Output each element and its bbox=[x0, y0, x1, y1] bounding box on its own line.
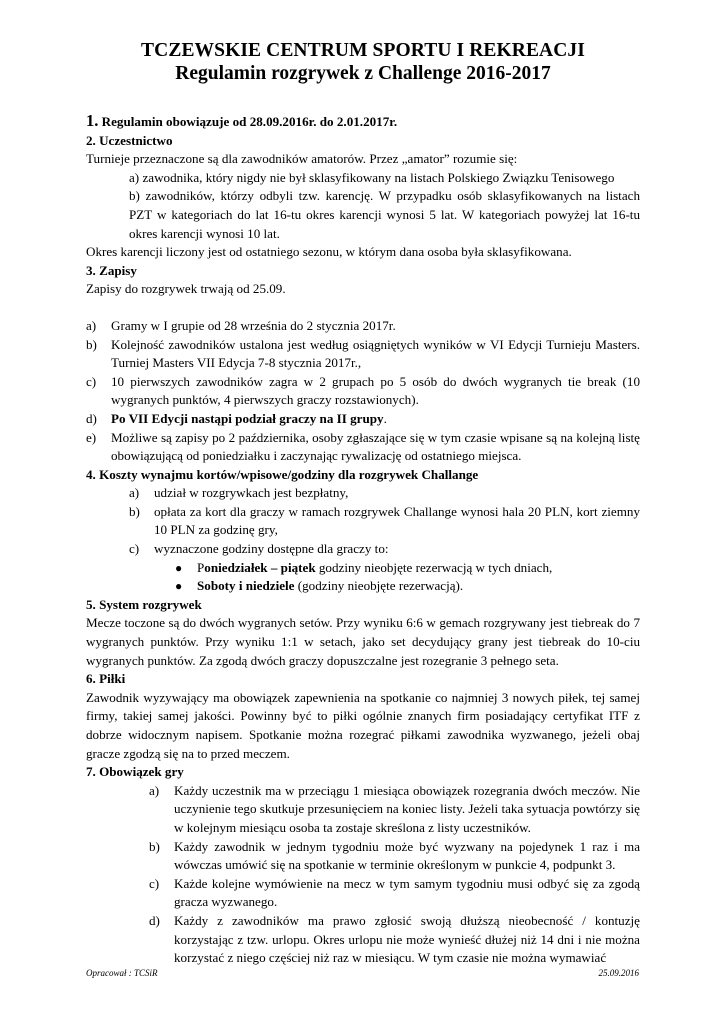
list-item bbox=[86, 336, 640, 373]
section-2-item-b: b) zawodników, którzy odbyli tzw. karencję. W przypadku osób sklasyfikowanych na listach PZT w kategoriach do lat 16-tu okres karencji wynosi 5 lat. W kategoriach powyżej lat 16-tu okres karencji wynosi 10 lat. bbox=[129, 188, 640, 241]
section-4-heading: 4. Koszty wynajmu kortów/wpisowe/godziny dla rozgrywek Challange bbox=[86, 466, 479, 482]
section-5-heading: 5. System rozgrywek bbox=[86, 596, 202, 612]
section-2-outro: Okres karencji liczony jest od ostatniego sezonu, w którym dana osoba była sklasyfikowana. bbox=[86, 244, 572, 260]
list-item-text: 10 pierwszych zawodników zagra w 2 grupach po 5 osób do dwóch wygranych tie break (10 wygranych punktów, 4 pierwszych graczy rozstawionych). bbox=[111, 373, 640, 408]
list-marker: c) bbox=[149, 875, 160, 891]
list-item-text: Po VII Edycji nastąpi podział graczy na II grupy bbox=[111, 410, 384, 426]
list-marker: b) bbox=[129, 503, 140, 519]
list-marker: d) bbox=[149, 912, 160, 928]
bullet-rest: (godziny nieobjęte rezerwacją). bbox=[294, 578, 464, 594]
section-6-text: Zawodnik wyzywający ma obowiązek zapewnienia na spotkanie co najmniej 3 nowych piłek, tej samej firmy, takiej samej jakości. Powinny być to piłki ogólnie znanych firm posiadający certyfikat ITF z dobrze widocznym napisem. Spotkanie można rozegrać piłkami zawodnika wyzwanego, jeżeli obaj gracze zgodzą się na to przed meczem. bbox=[86, 689, 640, 761]
list-item-text: udział w rozgrywkach jest bezpłatny, bbox=[154, 485, 349, 501]
list-item bbox=[86, 782, 640, 838]
list-item-text: Możliwe są zapisy po 2 października, osoby zgłaszające się w tym czasie wpisane są na kolejną listę obowiązującą od poniedziałku i zaczynając rywalizację od ostatniego miejsca. bbox=[111, 429, 640, 464]
list-item bbox=[86, 540, 640, 559]
section-1-text: Regulamin obowiązuje od 28.09.2016r. do 2.01.2017r. bbox=[101, 114, 398, 129]
list-marker: d) bbox=[86, 410, 97, 426]
list-item bbox=[86, 373, 640, 410]
section-1-number: 1. bbox=[86, 111, 99, 130]
section-7-list bbox=[86, 782, 640, 968]
list-item-text: wyznaczone godziny dostępne dla graczy to: bbox=[154, 541, 389, 557]
bullet-prefix: P bbox=[197, 559, 205, 575]
footer-date: 25.09.2016 bbox=[598, 968, 639, 978]
bullet-bold: oniedziałek – piątek bbox=[204, 559, 316, 575]
list-marker: b) bbox=[86, 336, 97, 352]
list-item-text: Każdy z zawodników ma prawo zgłosić swoją dłuższą nieobecność / kontuzję korzystając z tzw. urlopu. Okres urlopu nie może wynieść dłużej niż 14 dni i nie można korzystać z niego częściej niż raz w miesiącu. W tym czasie nie można wymawiać bbox=[174, 912, 640, 966]
bullet-rest: godziny nieobjęte rezerwacją w tych dniach, bbox=[315, 559, 553, 575]
list-marker: c) bbox=[129, 541, 140, 557]
list-item-text: Każdy uczestnik ma w przeciągu 1 miesiąca obowiązek rozegrania dwóch meczów. Nie uczynienie tego skutkuje przesunięciem na koniec listy. Jeżeli taka sytuacja powtórzy się w kolejnym miesiącu osoba ta zostaje skreślona z listy uczestników. bbox=[174, 782, 640, 835]
bullet-item bbox=[86, 577, 640, 596]
section-5-text: Mecze toczone są do dwóch wygranych setów. Przy wyniku 6:6 w gemach rozgrywany jest tiebreak do 7 wygranych punktów. Przy wyniku 1:1 w setach, jako set decydujący grany jest tiebreak do 10-ciu wygranych punktów. Za zgodą dwóch graczy dopuszczalne jest rozegranie 3 pełnego seta. bbox=[86, 615, 640, 668]
bullet-bold: Soboty i niedziele bbox=[197, 578, 295, 594]
list-item bbox=[86, 838, 640, 875]
list-item bbox=[86, 912, 640, 968]
list-marker: c) bbox=[86, 373, 97, 389]
footer-author: Opracował : TCSiR bbox=[86, 968, 158, 978]
spacer bbox=[86, 299, 640, 317]
bullet-icon: ● bbox=[175, 560, 183, 575]
list-item-text: Każde kolejne wymówienie na mecz w tym samym tygodniu musi odbyć się za zgodą gracza wyzwanego. bbox=[174, 875, 640, 910]
list-marker: a) bbox=[149, 782, 160, 798]
bullet-item bbox=[86, 559, 640, 578]
list-item-suffix: . bbox=[383, 410, 387, 426]
section-1 bbox=[86, 112, 640, 132]
document-title: TCZEWSKIE CENTRUM SPORTU I REKREACJI bbox=[141, 40, 585, 61]
list-marker: a) bbox=[129, 485, 140, 501]
list-item-text: Gramy w I grupie od 28 września do 2 stycznia 2017r. bbox=[111, 317, 396, 333]
list-item-text: opłata za kort dla graczy w ramach rozgrywek Challange wynosi hala 20 PLN, kort ziemny 10 PLN za godzinę gry, bbox=[154, 503, 640, 538]
list-item-text: Każdy zawodnik w jednym tygodniu może być wyzwany na pojedynek 1 raz i ma wówczas umówić się na spotkanie w terminie określonym w punkcie 4, podpunkt 3. bbox=[174, 838, 640, 873]
list-item bbox=[86, 875, 640, 912]
section-4-list bbox=[86, 484, 640, 558]
section-6-heading: 6. Piłki bbox=[86, 671, 126, 687]
list-item bbox=[86, 317, 640, 336]
section-3-intro: Zapisy do rozgrywek trwają od 25.09. bbox=[86, 281, 286, 297]
list-marker: b) bbox=[149, 838, 160, 854]
list-item bbox=[86, 429, 640, 466]
section-2-item-a: a) zawodnika, który nigdy nie był sklasyfikowany na listach Polskiego Związku Tenisowego bbox=[129, 169, 615, 185]
document-subtitle: Regulamin rozgrywek z Challenge 2016-2017 bbox=[175, 63, 551, 84]
list-item-text: Kolejność zawodników ustalona jest według osiągniętych wyników w VI Edycji Turnieju Masters. Turniej Masters VII Edycja 7-8 stycznia 2017r., bbox=[111, 336, 640, 371]
section-4-bullets bbox=[86, 559, 640, 596]
section-3-list bbox=[86, 317, 640, 466]
list-marker: a) bbox=[86, 317, 97, 333]
section-7-heading: 7. Obowiązek gry bbox=[86, 764, 184, 780]
list-item bbox=[86, 410, 640, 429]
section-3-heading: 3. Zapisy bbox=[86, 262, 137, 278]
section-2-intro: Turnieje przeznaczone są dla zawodników amatorów. Przez „amator” rozumie się: bbox=[86, 151, 518, 167]
document-page bbox=[86, 40, 640, 968]
list-item bbox=[86, 503, 640, 540]
list-marker: e) bbox=[86, 429, 97, 445]
section-2-heading: 2. Uczestnictwo bbox=[86, 132, 173, 148]
list-item bbox=[86, 484, 640, 503]
bullet-icon: ● bbox=[175, 579, 183, 594]
